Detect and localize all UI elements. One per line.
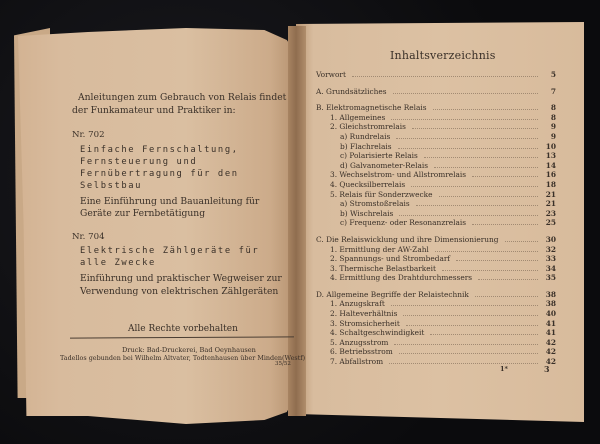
toc-entry-label: 3. Stromsicherheit [330,318,400,328]
toc-entry [316,180,556,190]
toc-entry-page: 42 [545,337,556,347]
toc-entry-label: A. Grundsätzliches [316,86,387,96]
dot-leader [352,76,538,77]
dot-leader [433,109,538,110]
toc-entry-label: a) Rundrelais [340,131,391,141]
toc-entry-label: 4. Schaltgeschwindigkeit [330,328,425,338]
dot-leader [456,260,538,261]
toc-entry-label: a) Stromstoßrelais [340,199,410,209]
dot-leader [475,296,538,297]
dot-leader [399,215,538,216]
toc-entry-label: 4. Quecksilberrelais [330,179,406,189]
dot-leader [424,157,538,158]
toc-entry-page: 8 [550,112,556,122]
dot-leader [398,148,538,149]
toc-entry [316,209,556,219]
toc-entry-label: 1. Ermittlung der AW-Zahl [330,244,429,254]
toc-entry-page: 30 [545,234,556,244]
toc-entry [316,122,556,132]
toc-spacer [316,228,556,235]
toc-entry [316,103,556,113]
toc-entry-page: 9 [550,122,556,132]
toc-entry-label: B. Elektromagnetische Relais [316,103,427,113]
toc-entry-page: 16 [545,170,556,180]
book-description: Eine Einführung und Bauanleitung für Geräte zur Fernbetätigung [80,195,260,219]
toc-entry-page: 25 [545,218,556,228]
dot-leader [442,270,538,271]
dot-leader [391,305,538,306]
dot-leader [389,363,538,364]
toc-entry-label: 5. Relais für Sonderzwecke [330,189,433,199]
toc-entry [316,199,556,209]
dot-leader [478,279,538,280]
toc-entry [316,235,556,245]
toc-entry [316,338,556,348]
toc-entry [316,70,556,80]
toc-entry-label: 2. Halteverhältnis [330,309,398,319]
imprint-printer: Druck: Bad-Druckerei, Bad Oeynhausen [122,346,256,354]
toc-entry [316,319,556,329]
toc-entry-label: D. Allgemeine Begriffe der Relaistechnik [316,289,469,299]
toc-entry [316,357,556,367]
toc-entry-page: 34 [545,263,556,273]
toc-entry-page: 40 [545,309,556,319]
toc-entry [316,299,556,309]
toc-entry [316,309,556,319]
dot-leader [412,128,538,129]
toc-entry-label: c) Frequenz- oder Resonanzrelais [340,218,467,228]
toc-entry [316,290,556,300]
dot-leader [399,353,538,354]
toc-entry-label: 5. Anzugsstrom [330,337,389,347]
toc-entry [316,273,556,283]
toc-entry [316,113,556,123]
toc-entry-label: 1. Allgemeines [330,112,386,122]
toc-entry-page: 42 [545,347,556,357]
dot-leader [505,241,538,242]
toc-entry [316,170,556,180]
dot-leader [411,186,538,187]
toc-entry [316,142,556,152]
toc-entry-page: 5 [550,70,556,79]
toc-entry-label: 6. Betriebsstrom [330,347,393,357]
dot-leader [435,251,538,252]
page-number: 3 [544,364,550,374]
table-of-contents [316,70,556,367]
toc-entry-page: 14 [545,160,556,170]
toc-entry-label: c) Polarisierte Relais [340,151,418,161]
toc-entry [316,347,556,357]
toc-entry-label: b) Flachrelais [340,141,392,151]
book-ad-704 [72,231,292,299]
toc-entry-page: 23 [545,208,556,218]
signature-mark: 1* [500,365,508,373]
book-ad-702 [72,129,292,221]
toc-entry-page: 38 [545,289,556,299]
toc-entry-page: 21 [545,189,556,199]
toc-entry-page: 18 [545,179,556,189]
toc-entry [316,218,556,228]
toc-entry-label: 1. Anzugskraft [330,299,385,309]
toc-entry-label: 3. Wechselstrom- und Allstromrelais [330,170,467,180]
toc-entry-page: 41 [545,318,556,328]
toc-entry-page: 9 [550,131,556,141]
dot-leader [396,138,538,139]
book-title: Einfache Fernschaltung, Fernsteuerung und Fernübertragung für den Selbstbau [80,144,239,191]
toc-entry-page: 13 [545,151,556,161]
toc-entry-label: 2. Gleichstromrelais [330,122,406,132]
toc-entry [316,87,556,97]
dot-leader [472,224,538,225]
dot-leader [434,167,538,168]
book-number: Nr. 702 [72,130,105,140]
toc-entry-label: C. Die Relaiswicklung und ihre Dimensionierung [316,234,499,244]
toc-entry-label: d) Galvanometer-Relais [340,160,429,170]
toc-spacer [316,80,556,87]
toc-entry-page: 38 [545,299,556,309]
toc-entry-page: 35 [545,273,556,283]
dot-leader [439,196,539,197]
toc-entry-label: b) Wischrelais [340,208,394,218]
toc-entry-label: 7. Abfallstrom [330,357,384,367]
toc-entry-page: 33 [545,254,556,264]
toc-spacer [316,283,556,290]
intro-text: Anleitungen zum Gebrauch von Relais findet der Funkamateur und Praktiker in: [72,92,287,116]
toc-entry-label: 4. Ermittlung des Drahtdurchmessers [330,273,473,283]
toc-entry [316,328,556,338]
toc-entry-page: 32 [545,244,556,254]
toc-entry-page: 8 [550,103,556,113]
toc-entry-page: 10 [545,141,556,151]
print-code: 35/52 [275,361,291,367]
toc-entry-page: 7 [550,86,556,96]
toc-entry-page: 21 [545,199,556,209]
toc-entry-label: 2. Spannungs- und Strombedarf [330,254,451,264]
toc-entry-label: 3. Thermische Belastbarkeit [330,263,436,273]
dot-leader [430,334,538,335]
dot-leader [406,325,538,326]
toc-entry [316,151,556,161]
dot-leader [472,176,538,177]
dot-leader [391,119,538,120]
book-title: Elektrische Zählgeräte für alle Zwecke [80,246,260,268]
dot-leader [394,344,538,345]
toc-entry [316,245,556,255]
left-page-content [72,92,292,308]
rights-notice: Alle Rechte vorbehalten [128,324,238,334]
toc-entry [316,254,556,264]
imprint-binder: Tadellos gebunden bei Wilhelm Altvater, Todtenhausen über Minden(Westf) [60,354,306,362]
toc-entry-page: 42 [545,357,556,367]
dot-leader [403,315,538,316]
dot-leader [393,93,538,94]
dot-leader [416,205,538,206]
book-description: Einführung und praktischer Wegweiser zur Verwendung von elektrischen Zählgeräten [80,273,282,297]
book-number: Nr. 704 [72,231,105,242]
toc-entry-label: Vorwort [316,70,346,79]
toc-entry [316,132,556,142]
toc-entry-page: 41 [545,328,556,338]
toc-spacer [316,96,556,103]
toc-entry [316,161,556,171]
toc-title: Inhaltsverzeichnis [390,49,496,62]
toc-entry [316,190,556,200]
toc-entry [316,264,556,274]
